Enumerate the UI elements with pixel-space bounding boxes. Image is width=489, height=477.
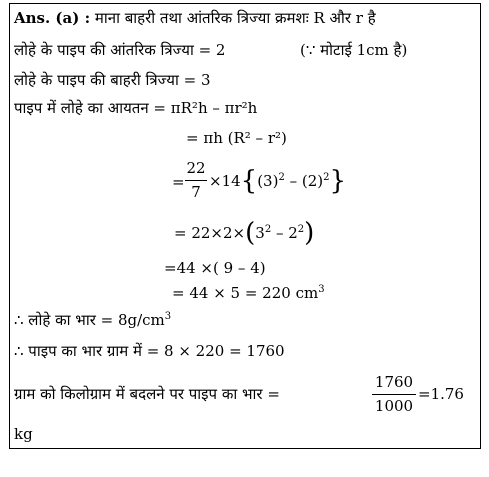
exp-4: 2 <box>297 224 305 235</box>
step2-prefix: = <box>172 173 185 191</box>
convert-label: ग्राम को किलोग्राम में बदलने पर पाइप का भार = <box>14 385 280 403</box>
step4: =44 ×( 9 – 4) <box>164 259 266 277</box>
fraction-22-7 <box>185 158 207 202</box>
weight-grams: ∴ पाइप का भार ग्राम में = 8 × 220 = 1760 <box>14 342 285 360</box>
convert-numerator: 1760 <box>374 373 414 391</box>
exp-1: 2 <box>278 172 285 183</box>
step5-text: = 44 × 5 = 220 cm <box>172 284 319 302</box>
step3-a: = 22×2× <box>174 224 246 242</box>
step3-b: 3 <box>255 224 265 242</box>
brace-open: { <box>240 166 258 196</box>
step2-rest <box>209 168 346 194</box>
paren-close: ) <box>304 218 315 248</box>
fraction-1760-1000 <box>372 372 416 416</box>
volume-label: पाइप में लोहे का आयतन = <box>14 99 171 117</box>
convert-fraction-bar <box>372 394 416 395</box>
volume-formula: πR²h – πr²h <box>170 99 258 117</box>
line-intro <box>14 8 376 28</box>
step2-term2: – (2) <box>284 172 324 190</box>
step1: = πh (R² – r²) <box>186 129 287 147</box>
step3 <box>174 220 314 246</box>
line-inner-radius <box>14 40 225 60</box>
paren-open: ( <box>245 218 256 248</box>
thickness-note: (∵ मोटाई 1cm है) <box>300 41 408 59</box>
convert-denominator: 1000 <box>374 397 414 415</box>
unit-kg: kg <box>14 425 33 443</box>
exp-3: 2 <box>264 224 272 235</box>
step2-term1: (3) <box>257 172 279 190</box>
density-text: ∴ लोहे का भार = 8g/cm <box>14 311 165 329</box>
step5 <box>172 283 325 303</box>
step2-times: ×14 <box>209 172 241 190</box>
outer-radius-text: लोहे के पाइप की बाहरी त्रिज्या = 3 <box>14 71 211 89</box>
fraction-bar <box>185 180 207 181</box>
brace-close: } <box>329 166 347 196</box>
line-volume <box>14 98 257 118</box>
step3-c: – 2 <box>271 224 298 242</box>
exp-6: 3 <box>164 311 172 322</box>
density-line <box>14 310 171 330</box>
answer-label: Ans. (a) : <box>14 9 91 27</box>
convert-result: =1.76 <box>418 385 464 403</box>
exp-2: 2 <box>323 172 330 183</box>
intro-text: माना बाहरी तथा आंतरिक त्रिज्या क्रमशः R और r है <box>94 9 376 27</box>
inner-radius-text: लोहे के पाइप की आंतरिक त्रिज्या = 2 <box>14 41 226 59</box>
fraction-denominator: 7 <box>191 183 201 201</box>
fraction-numerator: 22 <box>186 159 206 177</box>
exp-5: 3 <box>318 284 325 295</box>
